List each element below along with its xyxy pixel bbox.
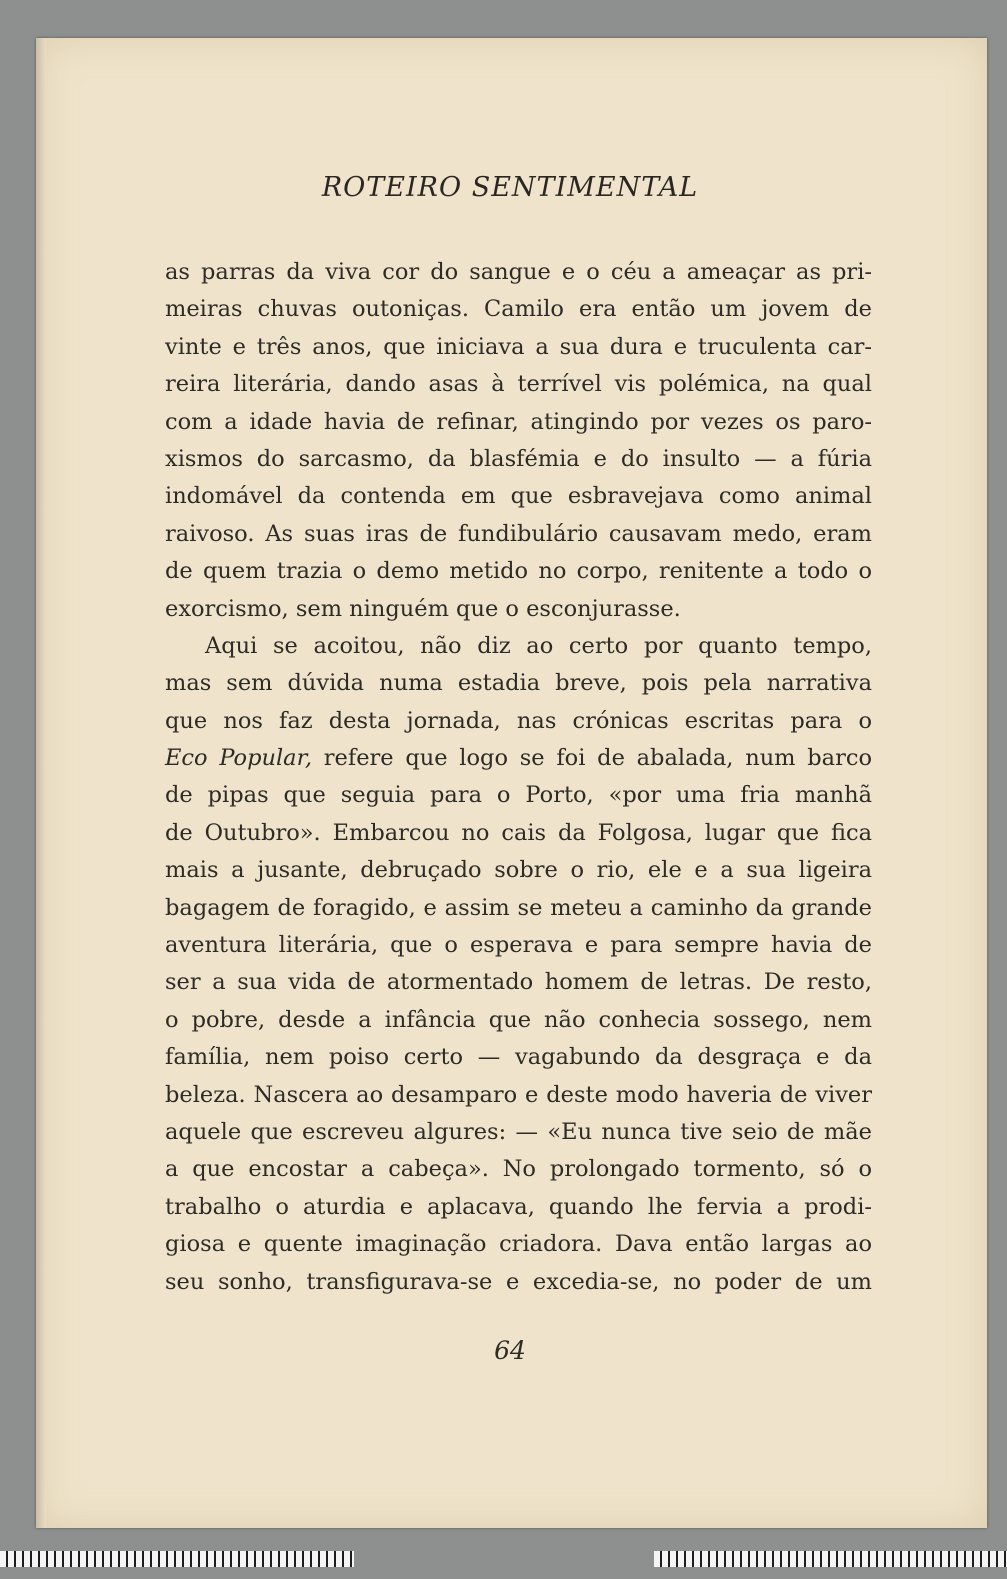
text-line: bagagem de foragido, e assim se meteu a caminho da grande <box>165 894 872 921</box>
text-line: família, nem poiso certo — vagabundo da desgraça e da <box>165 1044 872 1071</box>
page-binding-edge <box>36 38 46 1528</box>
text-line: o pobre, desde a infância que não conhecia sossego, nem <box>165 1006 872 1033</box>
text-line: raivoso. As suas iras de fundibulário causavam medo, eram <box>165 520 872 547</box>
text-line: beleza. Nascera ao desamparo e deste modo haveria de viver <box>165 1081 872 1108</box>
text-line: de Outubro». Embarcou no cais da Folgosa, lugar que fica <box>165 819 872 846</box>
body-text <box>165 254 872 1301</box>
text-line: mais a jusante, debruçado sobre o rio, ele e a sua ligeira <box>165 857 872 884</box>
text-line: vinte e três anos, que iniciava a sua dura e truculenta car- <box>165 333 872 360</box>
text-line: indomável da contenda em que esbravejava como animal <box>165 483 872 510</box>
text-line: que nos faz desta jornada, nas crónicas escritas para o <box>165 707 872 734</box>
text-line: de quem trazia o demo metido no corpo, renitente a todo o <box>165 558 872 585</box>
running-title: ROTEIRO SENTIMENTAL <box>321 172 699 203</box>
text-fragment: refere que logo se foi de abalada, num barco <box>312 745 872 772</box>
text-line: as parras da viva cor do sangue e o céu a ameaçar as pri- <box>165 259 872 285</box>
text-line: reira literária, dando asas à terrível vis polémica, na qual <box>165 371 872 398</box>
text-line: giosa e quente imaginação criadora. Dava então largas ao <box>165 1231 872 1258</box>
publication-title: Eco Popular, <box>165 745 313 772</box>
scale-ruler <box>0 1551 1007 1567</box>
text-line <box>165 740 872 777</box>
ruler-left <box>0 1551 354 1567</box>
text-line: ser a sua vida de atormentado homem de letras. De resto, <box>165 969 872 996</box>
text-line: seu sonho, transfigurava-se e excedia-se, no poder de um <box>165 1268 872 1295</box>
text-line: mas sem dúvida numa estadia breve, pois pela narrativa <box>165 670 872 697</box>
page-number: 64 <box>494 1336 526 1365</box>
text-line: a que encostar a cabeça». No prolongado tormento, só o <box>165 1156 872 1183</box>
text-line: com a idade havia de refinar, atingindo por vezes os paro- <box>165 408 872 435</box>
text-line: exorcismo, sem ninguém que o esconjurasse. <box>165 595 681 622</box>
text-line: meiras chuvas outoniças. Camilo era então um jovem de <box>165 296 872 323</box>
text-line: Aqui se acoitou, não diz ao certo por quanto tempo, <box>205 632 872 659</box>
ruler-right <box>654 1551 1007 1567</box>
text-line: xismos do sarcasmo, da blasfémia e do insulto — a fúria <box>165 445 872 472</box>
text-line: aventura literária, que o esperava e para sempre havia de <box>165 932 872 959</box>
text-line: trabalho o aturdia e aplacava, quando lhe fervia a prodi- <box>165 1193 872 1220</box>
text-line: aquele que escreveu algures: — «Eu nunca tive seio de mãe <box>165 1118 872 1145</box>
text-line: de pipas que seguia para o Porto, «por uma fria manhã <box>165 782 872 809</box>
ruler-gap <box>354 1551 654 1567</box>
